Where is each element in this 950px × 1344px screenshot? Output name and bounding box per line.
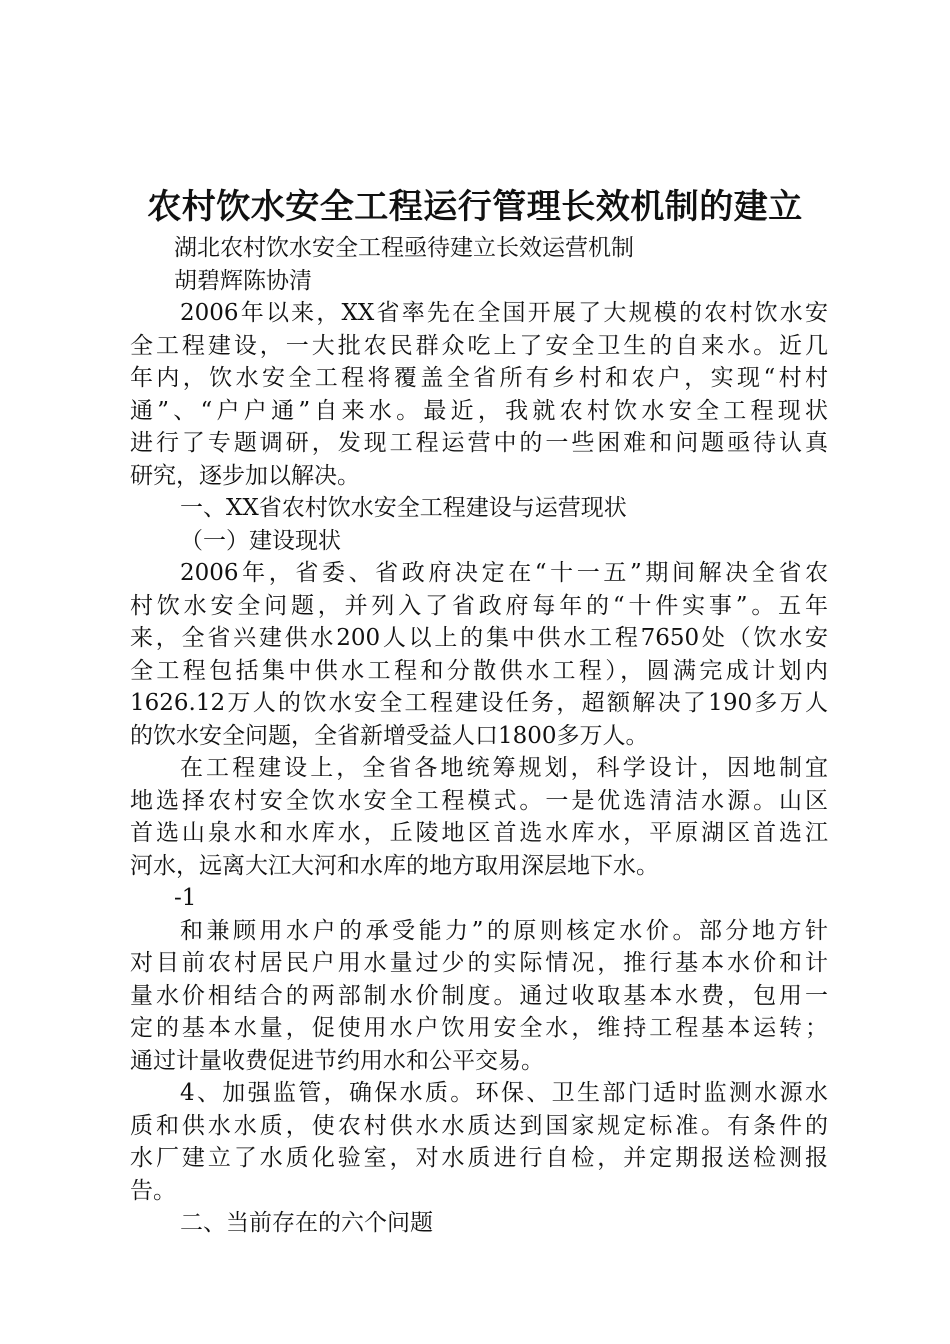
document-title: 农村饮水安全工程运行管理长效机制的建立 bbox=[147, 187, 803, 227]
text-line: 通过计量收费促进节约用水和公平交易。 bbox=[130, 1047, 544, 1074]
text-line: （一）建设现状 bbox=[180, 527, 341, 554]
text-line: 质和供水水质，使农村供水水质达到国家规定标准。有条件的 bbox=[130, 1112, 828, 1139]
text-line: 研究，逐步加以解决。 bbox=[130, 462, 360, 489]
text-line: 量水价相结合的两部制水价制度。通过收取基本水费，包用一 bbox=[130, 982, 828, 1009]
text-line: 二、当前存在的六个问题 bbox=[180, 1210, 433, 1236]
text-line: 来，全省兴建供水200人以上的集中供水工程7650处（饮水安 bbox=[130, 625, 828, 651]
text-line: 定的基本水量，促使用水户饮用安全水，维持工程基本运转； bbox=[130, 1015, 828, 1041]
document-body bbox=[130, 232, 828, 1240]
text-line: 2006年以来，XX省率先在全国开展了大规模的农村饮水安 bbox=[180, 300, 828, 326]
text-line: 全工程包括集中供水工程和分散供水工程），圆满完成计划内 bbox=[130, 657, 828, 684]
text-line: 通”、“户户通”自来水。最近，我就农村饮水安全工程现状 bbox=[130, 397, 828, 424]
text-line: 全工程建设，一大批农民群众吃上了安全卫生的自来水。近几 bbox=[130, 332, 828, 359]
text-line: 首选山泉水和水库水，丘陵地区首选水库水，平原湖区首选江 bbox=[130, 820, 828, 846]
text-line: 村饮水安全问题，并列入了省政府每年的“十件实事”。五年 bbox=[130, 592, 828, 619]
text-line: 河水，远离大江大河和水库的地方取用深层地下水。 bbox=[130, 852, 659, 879]
text-line: 进行了专题调研，发现工程运营中的一些困难和问题亟待认真 bbox=[130, 430, 828, 456]
text-line: 对目前农村居民户用水量过少的实际情况，推行基本水价和计 bbox=[130, 950, 828, 976]
text-line: -1 bbox=[174, 885, 197, 911]
text-line: 湖北农村饮水安全工程亟待建立长效运营机制 bbox=[174, 235, 634, 261]
text-line: 的饮水安全问题，全省新增受益人口1800多万人。 bbox=[130, 722, 649, 749]
text-line: 4、加强监管，确保水质。环保、卫生部门适时监测水源水 bbox=[180, 1080, 828, 1106]
text-line: 年内，饮水安全工程将覆盖全省所有乡村和农户，实现“村村 bbox=[130, 365, 828, 391]
text-line: 2006年，省委、省政府决定在“十一五”期间解决全省农 bbox=[180, 560, 828, 586]
text-line: 胡碧辉陈协清 bbox=[174, 267, 312, 294]
text-line: 水厂建立了水质化验室，对水质进行自检，并定期报送检测报 bbox=[130, 1145, 828, 1171]
text-line: 在工程建设上，全省各地统筹规划，科学设计，因地制宜 bbox=[180, 755, 828, 781]
text-line: 地选择农村安全饮水安全工程模式。一是优选清洁水源。山区 bbox=[130, 787, 828, 814]
text-line: 1626.12万人的饮水安全工程建设任务，超额解决了190多万人 bbox=[130, 690, 828, 716]
text-line: 告。 bbox=[130, 1177, 176, 1204]
text-line: 和兼顾用水户的承受能力”的原则核定水价。部分地方针 bbox=[180, 917, 828, 944]
text-line: 一、XX省农村饮水安全工程建设与运营现状 bbox=[180, 495, 627, 521]
